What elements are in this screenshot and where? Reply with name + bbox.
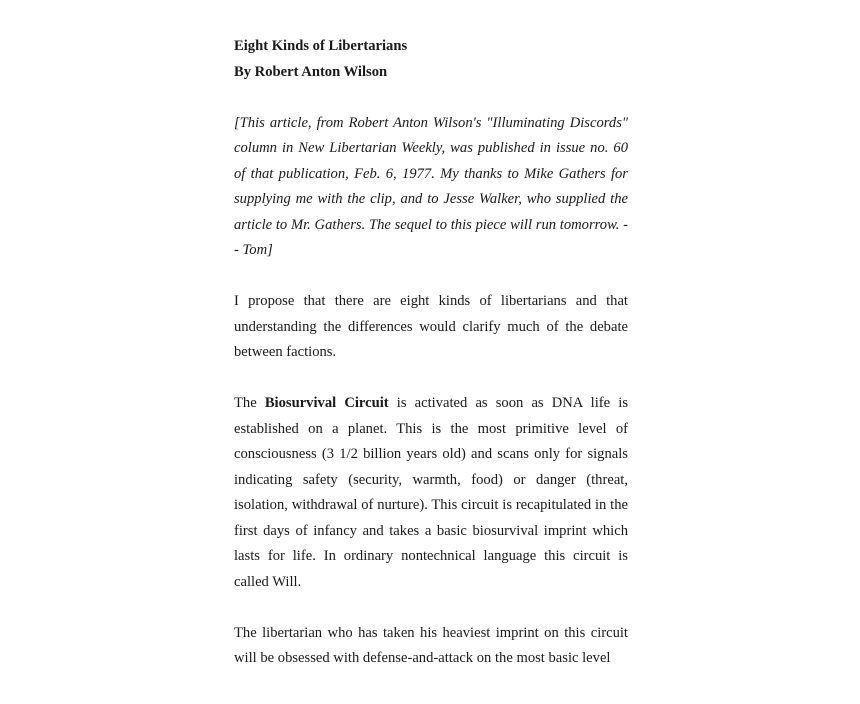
paragraph-biosurvival: [234, 391, 628, 595]
paragraph-body: is activated as soon as DNA life is established on a planet. This is the most primitive level of consciousness (3 1/2 billion years old) and scans only for signals indicating safety (security, warmth, food) or danger (threat, isolation, withdrawal of nurture). This circuit is recapitulated in the first days of infancy and takes a basic biosurvival imprint which lasts for life. In ordinary nontechnical language this circuit is called Will.: [234, 395, 628, 590]
paragraph-libertarian: The libertarian who has taken his heaviest imprint on this circuit will be obsessed with defense-and-attack on the most basic level: [234, 624, 628, 666]
editor-note: [This article, from Robert Anton Wilson's "Illuminating Discords" column in New Libertarian Weekly, was published in issue no. 60 of that publication, Feb. 6, 1977. My thanks to Mike Gathers for supplying me with the clip, and to Jesse Walker, who supplied the article to Mr. Gathers. The sequel to this piece will run tomorrow. -- Tom]: [234, 114, 628, 258]
document-byline: By Robert Anton Wilson: [234, 63, 388, 80]
document-page: [234, 34, 628, 672]
biosurvival-term: Biosurvival Circuit: [264, 395, 389, 411]
document-title: Eight Kinds of Libertarians: [234, 38, 408, 54]
paragraph-intro: I propose that there are eight kinds of libertarians and that understanding the differences would clarify much of the debate between factions.: [234, 293, 628, 360]
paragraph-lead: The: [234, 395, 265, 411]
